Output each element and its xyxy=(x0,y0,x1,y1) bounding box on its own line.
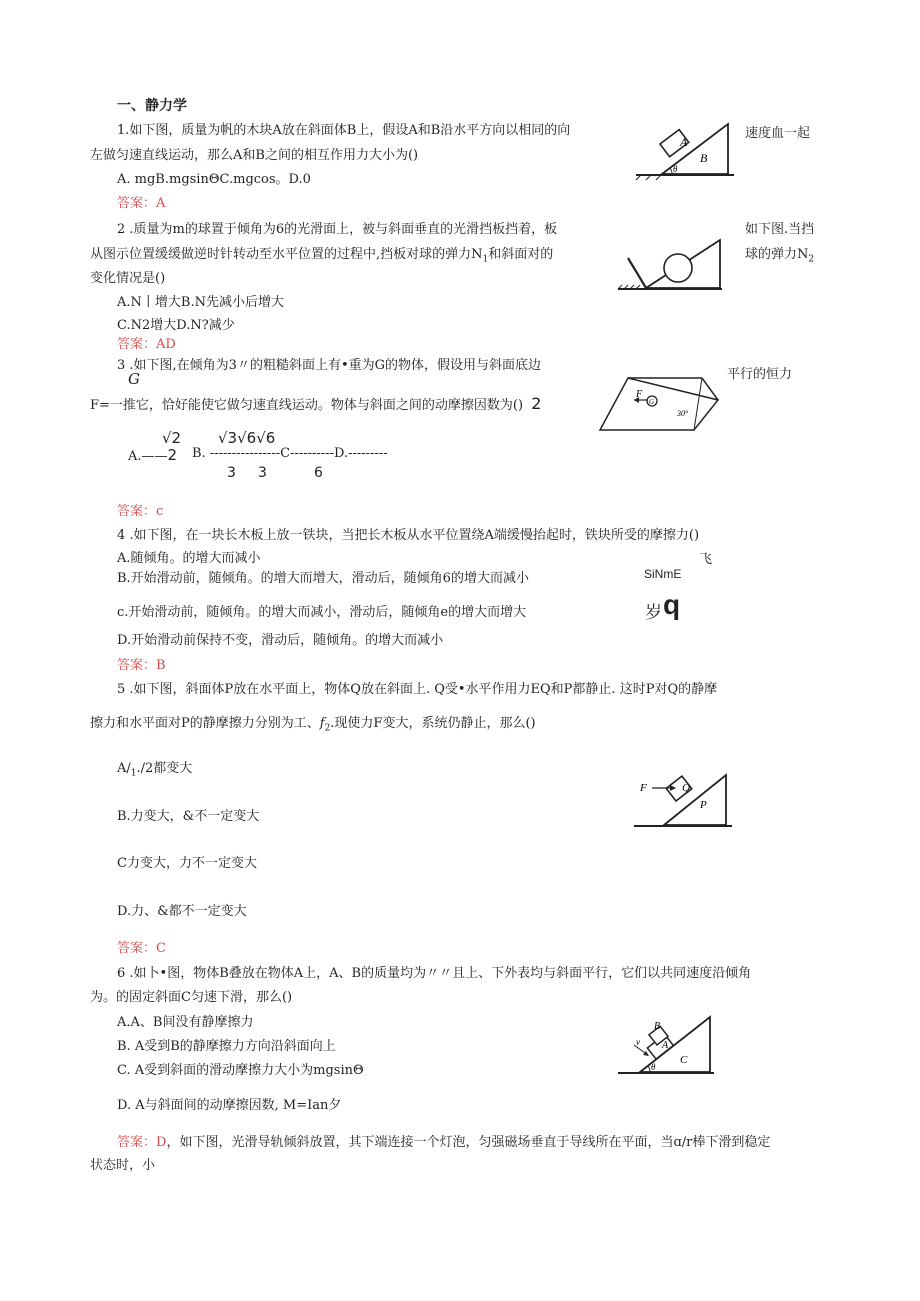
q4-opt-d: D.开始滑动前保持不变，滑动后，随倾角。的增大而减小 xyxy=(117,633,444,648)
section-title: 一、静力学 xyxy=(117,98,187,114)
q5-line2-b: .现使力F变大，系统仍静止，那么() xyxy=(330,716,536,731)
q6-opt-d: D. A与斜面间的动摩擦因数, M=Ian夕 xyxy=(117,1098,342,1113)
q3-line2-tail: 2 xyxy=(531,394,542,413)
q3-fig-label-f: F xyxy=(636,389,643,400)
q2-line1: 2 .质量为m的球置于倾角为6的光滑面上，被与斜面垂直的光滑挡板挡着，板 xyxy=(117,222,558,237)
q3-line2 xyxy=(90,394,541,413)
q4-opt-c: c.开始滑动前，随倾角。的增大而减小，滑动后，随倾角e的增大而增大 xyxy=(117,605,527,620)
q3-fig-label-angle: 30° xyxy=(677,409,689,418)
q5-figure xyxy=(634,771,734,831)
q3-side-note: 平行的恒力 xyxy=(727,367,793,382)
q2-answer: 答案：AD xyxy=(117,337,176,352)
q2-line2-text: 从图示位置缓缓做逆时针转动至水平位置的过程中,挡板对球的弹力N xyxy=(90,247,483,262)
q6-fig-label-theta: θ xyxy=(651,1062,656,1072)
q4-opt-a: A.随倾角。的增大而减小 xyxy=(117,551,261,566)
q6-answer-line1 xyxy=(117,1131,770,1150)
q1-fig-label-a: A xyxy=(680,135,688,149)
q5-opt-c: C力变大，力不一定变大 xyxy=(117,856,257,871)
q3-top-roots-a: √2 xyxy=(162,429,182,447)
q5-fig-label-f: F xyxy=(640,782,647,794)
q3-opt-a-text: A.—— xyxy=(128,449,168,464)
q1-answer: 答案：A xyxy=(117,196,166,211)
q4-side-sinme: SiNmE xyxy=(644,567,682,581)
q5-answer: 答案：C xyxy=(117,941,166,956)
q5-line2-sub: 2 xyxy=(324,723,331,734)
q2-side-note-2 xyxy=(745,243,814,265)
q6-fig-label-a: A xyxy=(662,1040,669,1051)
q3-opt-rest: B. ----------------C----------D.--------- xyxy=(192,446,388,461)
q4-side-bu: 岁 xyxy=(645,603,662,623)
q1-line2: 左做匀速直线运动，那么A和B之间的相互作用力大小为() xyxy=(90,148,419,163)
q3-bottom-num-b: 3 xyxy=(258,465,267,481)
q5-line2 xyxy=(90,712,536,734)
q5-line2-a: 擦力和水平面对P的静摩擦力分别为工、 xyxy=(90,716,320,731)
q6-fig-label-b: B xyxy=(654,1021,661,1032)
q6-answer-label: 答案：D xyxy=(117,1135,167,1150)
q5-line2-f: f xyxy=(319,716,325,731)
q4-line1: 4 .如下图，在一块长木板上放一铁块，当把长木板从水平位置绕A端缓慢抬起时，铁块所受的摩擦力() xyxy=(117,528,700,543)
q3-bottom-num-c: 6 xyxy=(314,465,323,481)
q5-fig-label-q: Q xyxy=(682,782,690,794)
q5-opt-a-rest: ./2都变大 xyxy=(136,761,193,776)
q4-opt-b: B.开始滑动前，随倾角。的增大而增大，滑动后，随倾角6的增大而减小 xyxy=(117,571,529,586)
q1-line1: 1.如下图，质量为帆的木块A放在斜面体B上，假设A和B沿水平方向以相同的向 xyxy=(117,123,571,138)
q5-opt-a xyxy=(117,757,192,779)
q2-line2-sub: 1 xyxy=(482,254,489,265)
q6-answer-line2: 状态时，小 xyxy=(90,1158,156,1173)
q2-option-cd: C.N2增大D.N?减少 xyxy=(117,318,235,333)
q1-fig-label-theta: θ xyxy=(673,164,678,174)
q3-answer: 答案：c xyxy=(117,504,164,519)
q2-line3: 变化情况是() xyxy=(90,271,166,286)
q5-opt-a-sub: 1 xyxy=(130,768,137,779)
q6-line1: 6 .如卜•图，物体B叠放在物体A上，A、B的质量均为〃〃且上、下外表均与斜面平行，它们以共同速度沿倾角 xyxy=(117,966,752,981)
q6-opt-c: C. A受到斜面的滑动摩擦力大小为mgsinΘ xyxy=(117,1063,364,1078)
q6-answer-rest: ，如下图，光滑导轨倾斜放置，其下端连接一个灯泡，匀强磁场垂直于导线所在平面，当ɑ/r棒下滑到稳定 xyxy=(166,1135,771,1150)
q2-option-ab: A.N丨增大B.N先减小后增大 xyxy=(117,295,284,310)
q4-side-fei: 飞 xyxy=(699,552,713,567)
q6-fig-label-c: C xyxy=(680,1054,688,1066)
q1-side-note: 速度血一起 xyxy=(745,126,811,141)
q6-fig-label-v: v xyxy=(636,1037,640,1047)
q3-figure xyxy=(598,372,723,434)
q3-line1: 3 .如下图,在倾角为3〃的粗糙斜面上有•重为G的物体，假设用与斜面底边 xyxy=(117,358,541,373)
q2-line2 xyxy=(90,243,553,265)
q3-fig-label-g: G xyxy=(649,398,655,406)
q6-line2: 为。的固定斜面C匀速下滑，那么() xyxy=(90,990,293,1005)
q5-opt-b: B.力变大，&不一定变大 xyxy=(117,809,260,824)
q3-top-roots-b: √3√6√6 xyxy=(218,429,276,447)
q1-fig-label-b: B xyxy=(700,151,708,165)
q2-side-note-2-sub: 2 xyxy=(808,254,815,265)
q4-side-q: q xyxy=(663,589,681,620)
q2-side-note-1: 如下图.当挡 xyxy=(745,222,815,237)
q5-line1: 5 .如下图，斜面体P放在水平面上，物体Q放在斜面上. Q受•水平作用力EQ和P都静止. 这时P对Q的静摩 xyxy=(117,682,718,697)
q3-bottom-num-a: 3 xyxy=(227,465,236,481)
q2-figure xyxy=(616,228,726,293)
q3-g-symbol: G xyxy=(128,370,140,388)
q1-figure xyxy=(636,118,736,180)
q2-line2-rest: 和斜面对的 xyxy=(488,247,554,262)
q1-options: A. mgB.mgsinΘC.mgcos。D.0 xyxy=(117,172,311,187)
q3-opt-a-num: 2 xyxy=(167,446,178,464)
q6-figure xyxy=(618,1011,718,1076)
q4-answer: 答案：B xyxy=(117,658,166,673)
q5-opt-d: D.力、&都不一定变大 xyxy=(117,904,247,919)
q6-opt-a: A.A、B间没有静摩擦力 xyxy=(117,1015,254,1030)
q5-fig-label-p: P xyxy=(700,799,707,811)
q5-opt-a-text: A/ xyxy=(117,761,131,776)
q3-opt-a xyxy=(128,446,177,464)
q3-line2-text: F=一推它，恰好能使它做匀速直线运动。物体与斜面之间的动摩擦因数为() xyxy=(90,398,524,413)
q2-side-note-2-text: 球的弹力N xyxy=(745,247,809,262)
q6-opt-b: B. A受到B的静摩擦力方向沿斜面向上 xyxy=(117,1039,336,1054)
